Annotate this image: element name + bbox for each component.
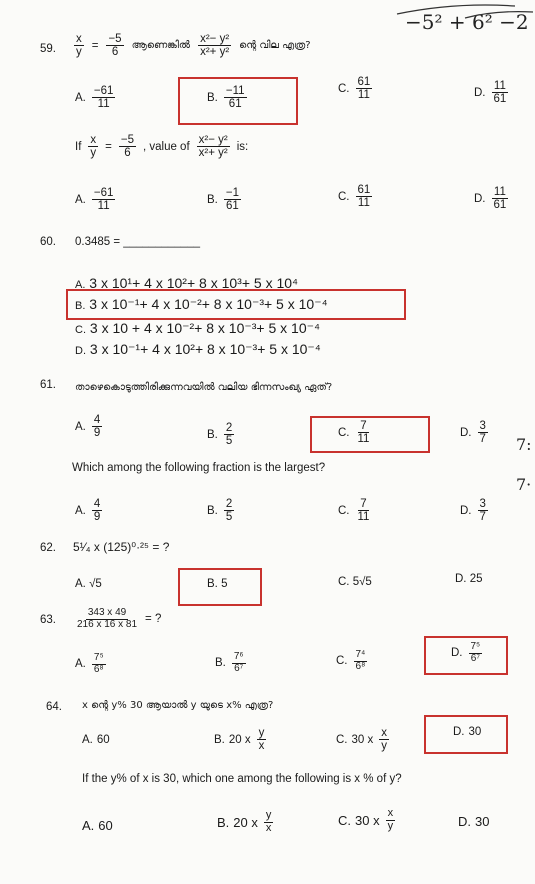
frac-den: 6	[124, 147, 131, 160]
option-label: B.	[207, 504, 218, 517]
option-text: 3 x 10 + 4 x 10⁻²+ 8 x 10⁻³+ 5 x 10⁻⁴	[89, 320, 321, 336]
frac-den: x	[258, 740, 265, 753]
option-label: C.	[338, 190, 350, 203]
frac-den: 11	[357, 89, 370, 102]
frac-den: 11	[97, 98, 110, 111]
frac-den: 61	[493, 93, 507, 106]
stem-suffix: is:	[236, 140, 249, 153]
option-a	[75, 187, 117, 212]
frac-num: 343 x 49	[87, 607, 127, 618]
option-c	[336, 727, 391, 752]
option-label: D.	[458, 814, 471, 829]
option-c	[336, 650, 369, 672]
option-label: D.	[460, 504, 472, 517]
option-label: A.	[75, 504, 86, 517]
frac-num: −61	[93, 187, 114, 199]
option-b	[207, 187, 243, 212]
option-label: D.	[453, 726, 465, 738]
option-text: 25	[469, 573, 483, 585]
question-number: 59.	[40, 43, 56, 55]
option-label: D.	[451, 647, 463, 659]
option-label: D.	[455, 573, 467, 585]
frac-den: 216 x 16 x 81	[77, 618, 138, 630]
frac-num: 3	[479, 498, 486, 510]
option-d	[453, 726, 481, 738]
frac-num: 61	[357, 184, 371, 196]
option-label: D.	[474, 192, 486, 205]
malayalam-text: ന്റെ വില എത്ര?	[239, 40, 311, 52]
question-stem: 5¹⁄₄ x (125)⁰·²⁵ = ?	[73, 540, 170, 554]
option-text: 30 x	[351, 733, 374, 746]
frac-den: y	[76, 46, 82, 59]
option-b	[207, 422, 236, 447]
option-label: B.	[75, 300, 86, 312]
frac-num: −61	[93, 85, 114, 97]
option-text: 20 x	[233, 814, 258, 830]
option-b	[214, 727, 268, 752]
option-text: 5√5	[352, 576, 372, 588]
option-label: B.	[217, 814, 230, 830]
malayalam-text: ആണെങ്കിൽ	[131, 40, 191, 52]
frac-den: 11	[357, 433, 370, 446]
question-stem-ml: x ന്റെ y% 30 ആയാൽ y യുടെ x% എത്ര?	[82, 700, 274, 711]
frac-num: 7⁴	[355, 649, 366, 660]
question-stem	[75, 236, 200, 248]
question-number: 64.	[46, 701, 62, 713]
question-stem-en: If the y% of x is 30, which one among the following is x % of y?	[82, 773, 402, 785]
option-d	[460, 498, 490, 523]
question-stem-en: Which among the following fraction is the largest?	[72, 462, 326, 474]
option-a	[75, 414, 104, 439]
frac-den: 7	[479, 433, 486, 446]
frac-den: 6	[111, 46, 119, 59]
frac-den: 11	[357, 511, 370, 524]
frac-num: 2	[225, 422, 233, 434]
option-label: A.	[75, 420, 86, 433]
frac-num: y	[265, 809, 272, 821]
option-label: C.	[336, 655, 348, 667]
equals-sign: =	[91, 39, 99, 52]
question-stem-en	[75, 134, 248, 159]
frac-num: y	[258, 727, 265, 739]
frac-num: 7	[360, 498, 367, 510]
answer-highlight-box	[66, 289, 406, 320]
question-stem-ml: താഴെകൊടുത്തിരിക്കുന്നവയിൽ വലിയ ഭിന്നസംഖ്യ ഏത്?	[75, 382, 333, 393]
option-d	[451, 642, 484, 664]
stem-prefix: If	[75, 140, 82, 153]
option-label: B.	[207, 578, 218, 590]
option-text: 60	[98, 818, 113, 833]
frac-den: y	[381, 740, 387, 753]
option-text: 30	[475, 814, 490, 829]
option-label: D.	[474, 86, 486, 99]
frac-num: x²− y²	[198, 134, 228, 146]
frac-den: y	[90, 147, 97, 160]
frac-den: 5	[225, 511, 233, 524]
option-label: B.	[207, 428, 218, 441]
option-b	[207, 498, 236, 523]
frac-num: 4	[93, 498, 101, 510]
option-text: 30 x	[355, 812, 380, 828]
option-label: C.	[338, 504, 350, 517]
option-c	[338, 498, 373, 523]
frac-num: 7⁶	[233, 651, 244, 662]
answer-highlight-box	[178, 77, 298, 125]
option-label: A.	[75, 578, 86, 590]
option-c	[338, 420, 373, 445]
option-d	[474, 80, 510, 105]
option-b	[217, 810, 275, 834]
option-d	[460, 420, 490, 445]
frac-den: 11	[357, 197, 370, 210]
frac-num: x	[387, 807, 394, 819]
option-label: B.	[215, 657, 226, 669]
option-d	[455, 573, 483, 585]
option-d	[474, 186, 510, 211]
frac-num: −5	[108, 33, 122, 45]
frac-den: 61	[228, 98, 242, 111]
stem-tail: = ?	[145, 613, 162, 625]
option-text: 5	[221, 578, 228, 590]
option-a	[75, 498, 104, 523]
frac-num: x²− y²	[200, 33, 230, 45]
frac-num: 11	[493, 80, 506, 92]
option-label: B.	[207, 91, 218, 104]
option-d	[458, 814, 489, 829]
option-text: 60	[96, 734, 110, 746]
option-label: A.	[75, 193, 86, 206]
frac-num: 4	[93, 414, 101, 426]
option-c	[338, 808, 397, 832]
frac-num: 7	[360, 420, 367, 432]
option-label: C.	[336, 733, 348, 746]
frac-den: 61	[226, 200, 239, 213]
option-label: C.	[338, 82, 350, 95]
question-number: 61.	[40, 379, 56, 391]
option-label: A.	[82, 734, 93, 746]
frac-num: −1	[225, 187, 239, 199]
equals-sign: =	[105, 140, 112, 153]
option-c	[338, 576, 372, 588]
frac-den: 6⁸	[355, 660, 366, 672]
question-stem-ml	[72, 33, 311, 58]
frac-num: 61	[357, 76, 371, 88]
frac-den: 6⁷	[470, 652, 480, 664]
frac-den: 61	[493, 199, 507, 212]
option-b	[215, 652, 248, 674]
option-text: 3 x 10¹+ 4 x 10²+ 8 x 10³+ 5 x 10⁴	[89, 275, 299, 291]
question-number: 63.	[40, 614, 56, 626]
option-text: 3 x 10⁻¹+ 4 x 10⁻²+ 8 x 10⁻³+ 5 x 10⁻⁴	[89, 296, 328, 312]
question-number: 60.	[40, 236, 56, 248]
frac-num: x	[76, 33, 82, 45]
option-a	[75, 653, 108, 675]
frac-num: x	[381, 727, 387, 739]
option-label: D.	[75, 345, 86, 357]
frac-den: 6⁸	[93, 663, 104, 675]
question-stem	[73, 608, 161, 630]
option-c	[338, 76, 374, 101]
option-label: A.	[75, 91, 86, 104]
frac-num: 7⁵	[470, 641, 481, 652]
handwritten-margin-note: 7:	[516, 435, 532, 454]
frac-den: 7	[479, 511, 486, 524]
option-text: √5	[89, 578, 102, 590]
frac-den: 9	[93, 427, 101, 440]
option-label: C.	[338, 426, 350, 439]
answer-blank: ____________	[123, 236, 201, 248]
option-label: B.	[207, 193, 218, 206]
option-a	[75, 578, 102, 590]
option-c	[75, 320, 320, 337]
option-a	[75, 85, 117, 110]
frac-num: −11	[225, 85, 245, 97]
option-text: 3 x 10⁻¹+ 4 x 10²+ 8 x 10⁻³+ 5 x 10⁻⁴	[89, 341, 321, 357]
stem-text: 0.3485 =	[75, 236, 124, 248]
option-label: A.	[75, 658, 86, 670]
frac-num: −5	[120, 134, 134, 146]
option-label: A.	[75, 279, 86, 291]
option-label: C.	[75, 324, 86, 336]
option-text: 30	[468, 726, 482, 738]
option-a	[82, 734, 110, 746]
frac-num: 11	[493, 186, 506, 198]
question-number: 62.	[40, 542, 56, 554]
option-label: C.	[338, 576, 350, 588]
option-label: C.	[338, 812, 351, 828]
frac-num: 2	[225, 498, 233, 510]
frac-num: 3	[479, 420, 486, 432]
option-label: A.	[82, 818, 95, 833]
option-c	[338, 184, 374, 209]
frac-den: x²+ y²	[200, 46, 230, 59]
stem-mid: , value of	[142, 140, 190, 153]
option-label: D.	[460, 426, 472, 439]
frac-den: x	[265, 821, 272, 834]
frac-num: 7⁵	[93, 652, 104, 663]
option-label: B.	[214, 733, 225, 746]
frac-den: 6⁷	[234, 662, 244, 674]
option-text: 20 x	[228, 733, 251, 746]
option-b	[207, 578, 227, 590]
option-d	[75, 341, 321, 358]
frac-den: 11	[97, 200, 110, 213]
option-a	[82, 818, 113, 833]
frac-den: y	[387, 819, 394, 832]
handwritten-strokes	[395, 0, 535, 20]
frac-den: 5	[225, 435, 233, 448]
frac-num: x	[90, 134, 97, 146]
frac-den: x²+ y²	[198, 147, 228, 160]
handwritten-note: −5² + 6² −2	[405, 10, 529, 34]
frac-den: 9	[93, 511, 101, 524]
handwritten-margin-note: 7·	[516, 475, 532, 494]
